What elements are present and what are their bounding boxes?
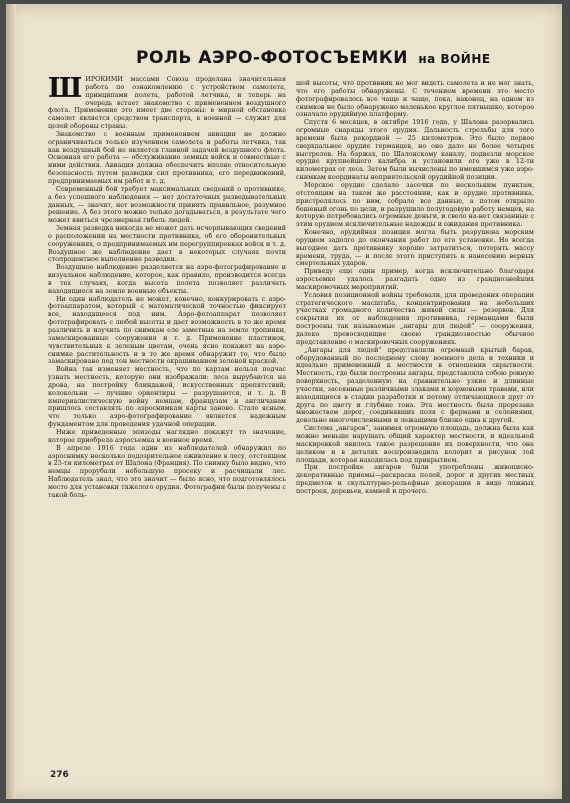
right-paragraph: Система „ангаров“, занимая огромную площадь, должна была как можно меньше нарушать общий характер местности, и идеальной маскировкой явилось такое разрешение их поверхности, что она целиком и в деталях воспроизводила колорит и рисунок той площади, которая находилась под прикрытием. xyxy=(296,424,534,464)
right-paragraph: Спустя 6 месяцев, в октябре 1916 года, у Шалона разорвались огромные снаряды этого орудия. Дальность стрельбы для того времени была рекордной — 25 километров. Это было первое сверхдальнее орудие германцев, но оно дало не более четырех выстрелов. На баржах, по Шалонскому каналу, подвезли морское орудие крупнейшего калибра и установили его уже в 12-ти километрах от леса. Затем были вычислены по имевшимся уже аэро-снимкам координаты неприятельской орудийной позиции. xyxy=(296,118,534,182)
left-paragraph-text: ИРОКИМИ массами Союза проделана значительная работа по ознакомлению с устройством самолета, принципами полета, работой летчика, и теперь на очередь встает знакомство с применением воздушного флота. Применение это имеет две стороны: в мирной обстановке самолет является средством транспорта, в военной — служит для целей обороны страны. xyxy=(48,76,286,131)
left-paragraph: Война так изменяет местность, что по картам нельзя подчас узнать местность, которую они изображали: леса вырубаются на дрова, на постройку блиндажей, искусственных препятствий; колокольни — лучшие ориентиры — разрушаются, и т. д. В империалистическую войну немцам, французам и англичанам пришлось составлять по аэроснимкам карты заново. Стало ясным, что только аэро-фотографирование является надежным фундаментом для проведения удачной операции. xyxy=(48,365,286,429)
right-paragraph: При постройке ангаров были употреблены живописно-декоративные приемы—раскраска полей, дорог и других местных предметов и скульптурно-рельефные декорации в виде ложных построек, деревьев, камней и прочего. xyxy=(296,463,534,495)
article-title xyxy=(136,48,546,68)
left-paragraph: Ниже приведенные эпизоды наглядно покажут то значение, которое приобрела аэросъемка в военное время. xyxy=(48,427,286,444)
left-paragraph: Современный бой требует максимальных сведений о противнике, а без успешного наблюдения — нет достаточных разведывательных данных, — значит, нет возможности принять правильное, разумное решение. А без этого можно только догадываться, в результате чего может явиться чрезмерная гибель людей. xyxy=(48,184,286,225)
right-paragraph: Конечно, орудийная позиция могла быть разрушена морским орудием задолго до окончания работ по его установке. Но всегда выгоднее дать противнику хорошо затратиться, потерять массу времени, труда, — и после этого приступить к нанесению верных смертельных ударов. xyxy=(296,228,534,268)
left-paragraph xyxy=(48,76,286,131)
left-column xyxy=(48,76,286,766)
right-paragraph: Приведу еще один пример, когда исключительно благодаря аэросъемке удалось разгадать одно из грандиознейших маскировочных мероприятий. xyxy=(296,267,534,291)
article-title-tail: на ВОЙНЕ xyxy=(418,52,491,66)
left-paragraph: Земная разведка никогда не может дать исчерпывающих сведений о расположении на местности противника, об его оборонительных сооружениях, о предпринимаемых им перегруппировках войск и т. д. Воздушное же наблюдение дает в некоторых случаях почти стопроцентное выполнение разведки. xyxy=(48,224,286,264)
right-paragraph: Морское орудие сделало засечки по нескольким пунктам, отстоящим на таком же расстоянии, как и орудие противника, пристрелялось по ним, собрало все данные, а потом открыло бешеный огонь по цели, и разрушило полугодовую работу немцев, на которую потребовались огромные деньги, и свело на-нет связанные с этим орудием исключительные надежды и ожидания противника. xyxy=(296,180,534,229)
right-paragraph: шой высоты, что противник не мог видеть самолета и не мог знать, что его работы обнаружены. С течением времени это место фотографировалось все чаще и чаще, пока, наконец, на одном из снимков не было обнаружено маленькое круглое пятнышко, которое означало орудийную платформу. xyxy=(296,80,534,119)
left-paragraph: В апреле 1916 года один из наблюдателей обнаружил по аэроснимку несколько подозрительное оживление в лесу, отстоящем в 25-ти километрах от Шалона (Франция). По снимку было видно, что немцы прорубали небольшую просеку и расчищали лес. Наблюдатель знал, что это значит — было ясно, что подготовлялось место для установки тяжелого орудия. Фотографии были получены с такой боль- xyxy=(48,443,286,499)
right-paragraph: Условия позиционной войны требовали, для проведения операции стратегического масштаба, концентрирования на небольших участках громадного количества живой силы — резервов. Для сокрытия их от наблюдения противника, германцами были построены так называемые „ангары для людей“ — сооружения, далеко превосходящие своею грандиозностью обычное представление о маскировочных сооружениях. xyxy=(296,290,534,346)
left-paragraph: Знакомство с военным применением авиации не должно ограничиваться только изучением самолета и работы летчика, так как воздушный бой не является главной задачей воздушного флота. Основная его работа — обслуживание земных войск и совместные с ними действия. Авиация должна обеспечить вполне относительную безопасность путем разведки сил противника, его передвижений, предпринимаемых им работ и т. д. xyxy=(48,129,286,185)
page-number: 276 xyxy=(50,770,69,780)
page-binding-edge xyxy=(6,4,16,799)
left-paragraph: Воздушное наблюдение разделяется на аэро-фотографирование и визуальное наблюдение, которое, как правило, производится всегда в тех случаях, когда высота полета позволяет различать находящиеся на земле военные объекты. xyxy=(48,263,286,295)
right-paragraph: „Ангары для людей“ представляли огромный крытый барак, оборудованный по последнему слову военного дела и техники и идеально примененный к местности в отношении скрытности. Местность, где были построены ангары, представляла собою ровную поверхность, разделенную на сравнительно узкие и длинные участки, засеянные различными злаками и кормовыми травами, или находящиеся в стадии разработки и потому отличающиеся друг от друга по цвету и глубине тона. Эта местность была прорезана множеством дорог, соединявших поля с фермами и селениями, довольно многочисленными и лежащими близко одна к другой. xyxy=(296,345,534,425)
left-paragraph: Ни один наблюдатель не может, конечно, конкурировать с аэро-фотоаппаратом, который с математической точностью фиксирует все, находящееся под ним. Аэро-фотоаппарат позволяет фотографировать с любой высоты и дает возможность в то же время различить и изучить по снимкам еле заметные на земле тропинки, замаскированные сооружения и т. д. Применение пластинок, чувствительных к зеленым цветам, очень ясно покажет на аэро-снимке растительность и в то же время обнаружит то, что было замаскировано под тон местности окрашиванием зеленой краской. xyxy=(48,294,286,366)
drop-cap: Ш xyxy=(48,76,83,104)
right-column xyxy=(296,80,534,760)
magazine-page xyxy=(6,4,562,799)
article-title-main: РОЛЬ АЭРО-ФОТОСЪЕМКИ xyxy=(136,48,408,68)
